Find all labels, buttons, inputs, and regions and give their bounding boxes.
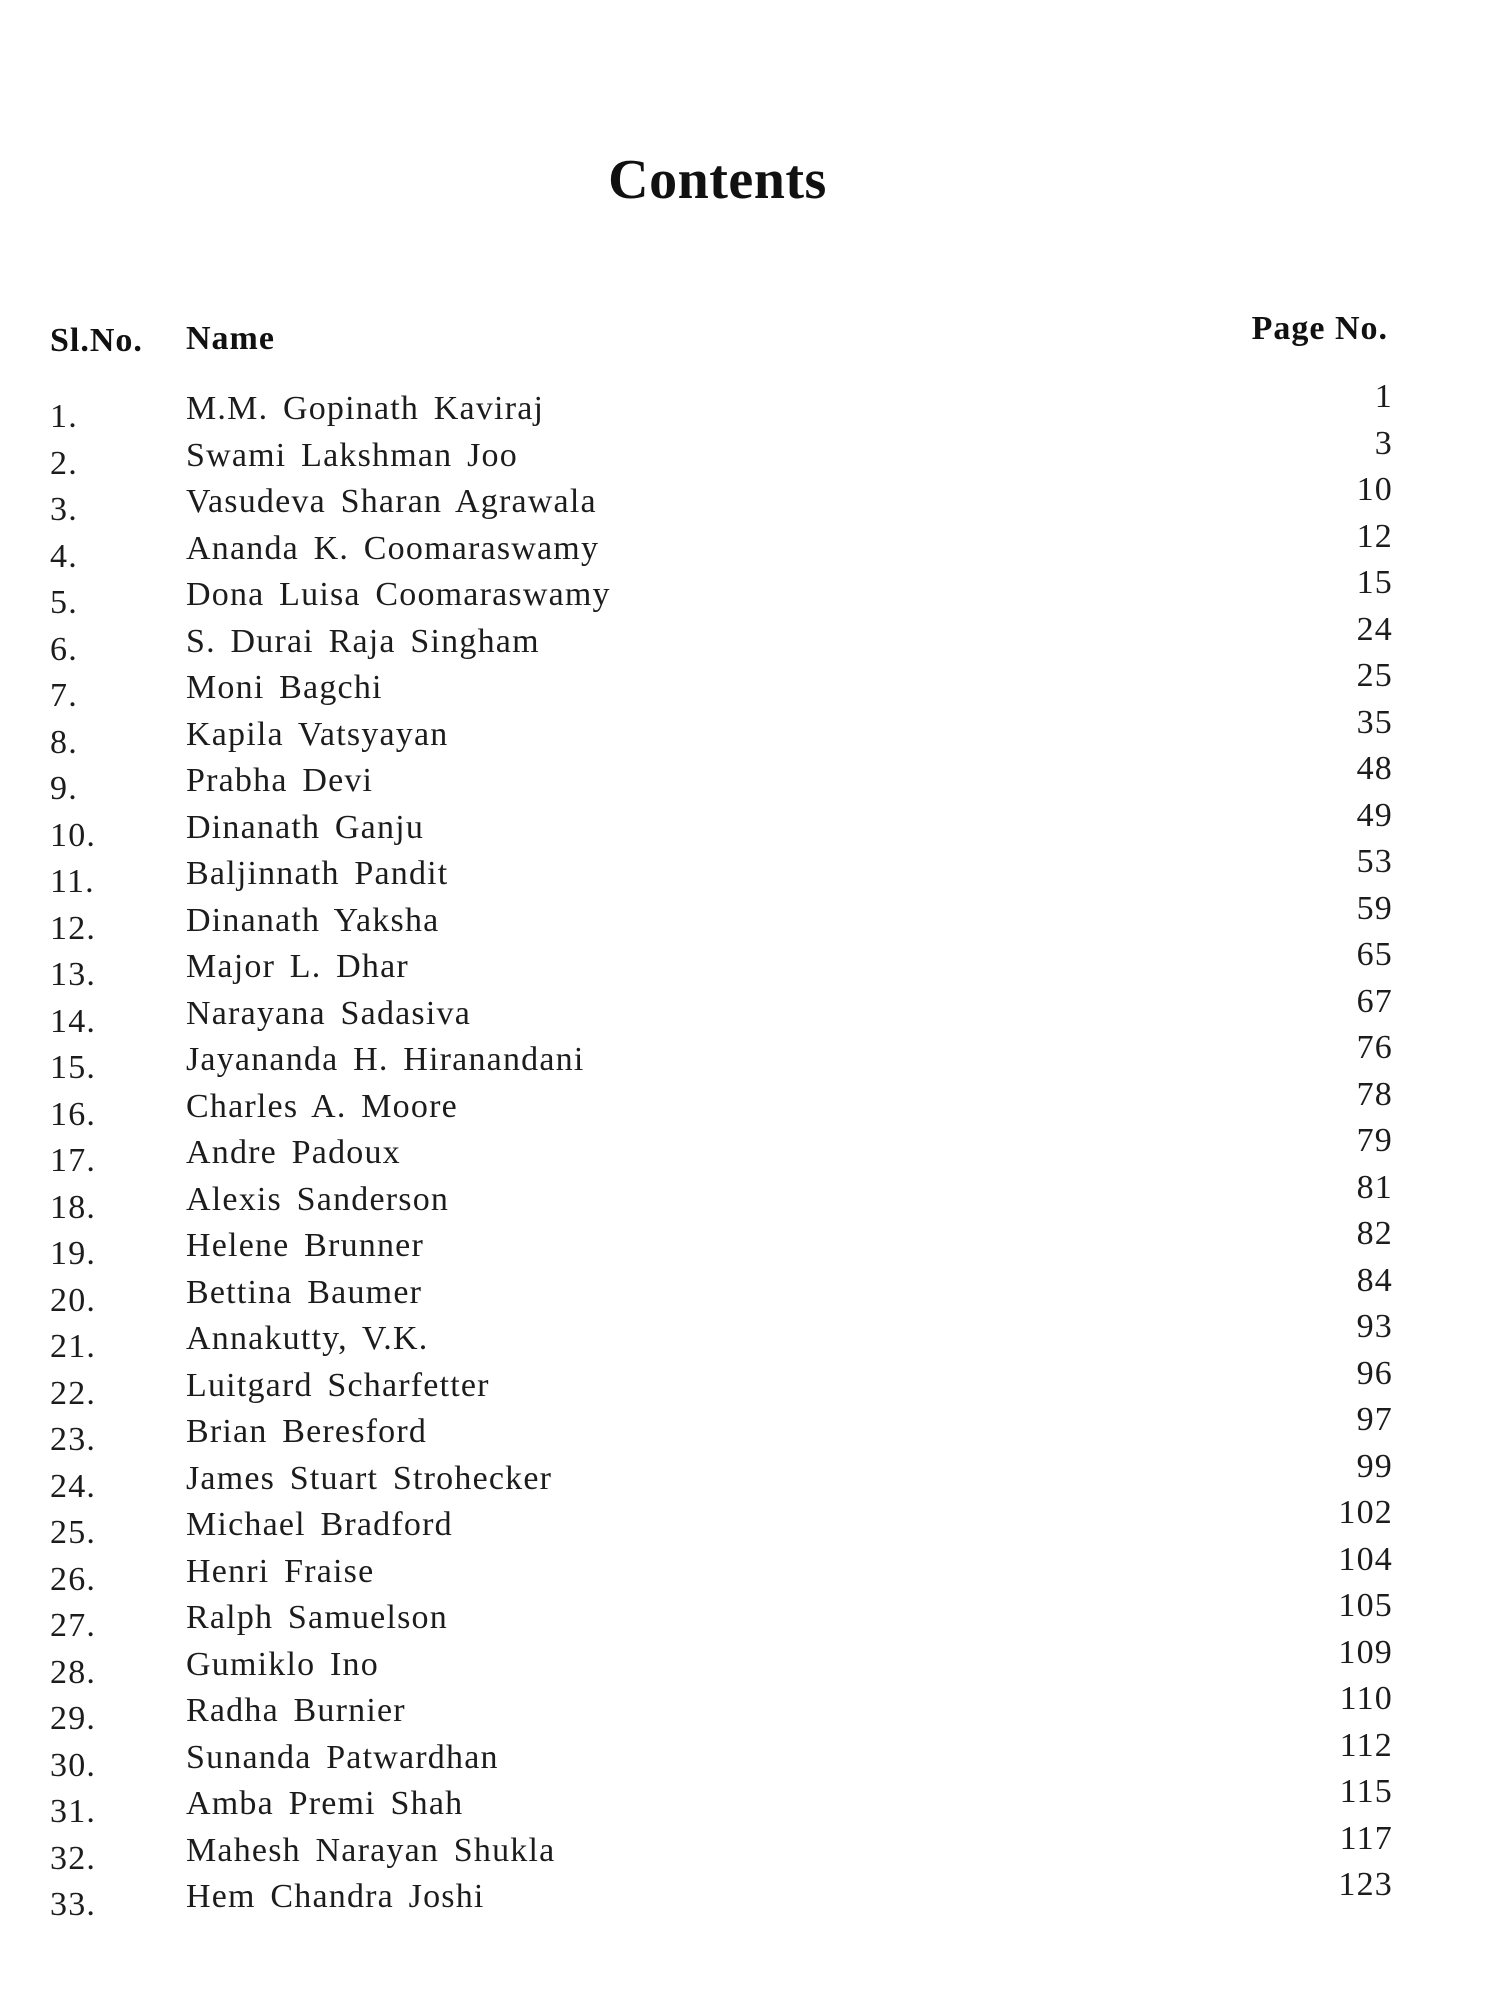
entry-page-number: 110 [1339, 1680, 1393, 1717]
contents-entry [0, 1354, 1500, 1414]
entry-name: James Stuart Strohecker [186, 1459, 553, 1497]
entry-serial-number: 33. [50, 1886, 97, 1923]
entry-name: Dinanath Ganju [186, 808, 425, 846]
entry-serial-number: 26. [50, 1560, 97, 1598]
entry-name: Major L. Dhar [186, 948, 409, 985]
entry-serial-number: 18. [50, 1188, 97, 1226]
entry-serial-number: 13. [50, 956, 97, 993]
entry-name: M.M. Gopinath Kaviraj [186, 390, 545, 427]
contents-entry [0, 1680, 1500, 1739]
entry-name: S. Durai Raja Singham [186, 622, 540, 660]
entry-page-number: 76 [1356, 1029, 1393, 1066]
entry-serial-number: 30. [50, 1746, 97, 1784]
entry-serial-number: 4. [50, 537, 78, 575]
entry-page-number: 109 [1338, 1633, 1393, 1671]
entry-page-number: 123 [1338, 1866, 1393, 1903]
entry-serial-number: 16. [50, 1095, 97, 1133]
entry-name: Luitgard Scharfetter [186, 1366, 490, 1404]
contents-entry [0, 703, 1500, 763]
entry-page-number: 84 [1356, 1261, 1393, 1299]
entry-name: Mahesh Narayan Shukla [186, 1831, 556, 1869]
entry-serial-number: 17. [50, 1142, 97, 1179]
entry-page-number: 115 [1339, 1773, 1393, 1810]
entry-name: Baljinnath Pandit [186, 855, 449, 892]
entry-serial-number: 22. [50, 1374, 97, 1412]
entry-name: Radha Burnier [186, 1692, 406, 1729]
entry-name: Dinanath Yaksha [186, 901, 440, 939]
entry-page-number: 81 [1356, 1168, 1393, 1206]
contents-entry [0, 1587, 1500, 1646]
entry-name: Brian Beresford [186, 1413, 428, 1450]
contents-entry [0, 517, 1500, 577]
entry-serial-number: 21. [50, 1328, 97, 1365]
entry-serial-number: 1. [50, 398, 78, 435]
entry-serial-number: 10. [50, 816, 97, 854]
entry-serial-number: 6. [50, 630, 78, 668]
contents-entry [0, 1633, 1500, 1693]
contents-entry [0, 1075, 1500, 1135]
entry-page-number: 15 [1356, 564, 1393, 601]
entry-page-number: 65 [1356, 936, 1393, 973]
entry-name: Ananda K. Coomaraswamy [186, 529, 600, 567]
entry-page-number: 102 [1338, 1494, 1393, 1531]
contents-entry [0, 1401, 1500, 1460]
entry-serial-number: 2. [50, 444, 78, 482]
contents-entry [0, 471, 1500, 530]
contents-entry [0, 889, 1500, 949]
entry-name: Jayananda H. Hiranandani [186, 1041, 585, 1078]
contents-entry [0, 1494, 1500, 1553]
entry-serial-number: 32. [50, 1839, 97, 1877]
entry-page-number: 96 [1356, 1354, 1393, 1392]
contents-entry [0, 657, 1500, 716]
entry-name: Swami Lakshman Joo [186, 436, 518, 474]
entry-name: Dona Luisa Coomaraswamy [186, 576, 611, 613]
entry-page-number: 79 [1356, 1122, 1393, 1159]
entry-name: Gumiklo Ino [186, 1645, 379, 1683]
contents-entry [0, 750, 1500, 809]
contents-entry [0, 1866, 1500, 1925]
entry-serial-number: 8. [50, 723, 78, 761]
contents-entry [0, 1122, 1500, 1181]
entry-page-number: 49 [1356, 796, 1393, 834]
contents-entry [0, 982, 1500, 1042]
entry-serial-number: 12. [50, 909, 97, 947]
entry-page-number: 3 [1374, 424, 1393, 462]
entry-page-number: 12 [1356, 517, 1393, 555]
column-header-name: Name [186, 320, 275, 357]
entry-name: Ralph Samuelson [186, 1599, 448, 1636]
entry-name: Narayana Sadasiva [186, 994, 471, 1032]
entry-serial-number: 3. [50, 491, 78, 528]
contents-entry [0, 1540, 1500, 1600]
contents-entry [0, 1215, 1500, 1274]
entry-page-number: 78 [1356, 1075, 1393, 1113]
entry-name: Helene Brunner [186, 1227, 424, 1264]
entry-serial-number: 24. [50, 1467, 97, 1505]
entry-page-number: 53 [1356, 843, 1393, 880]
entry-serial-number: 27. [50, 1607, 97, 1644]
entry-name: Hem Chandra Joshi [186, 1878, 485, 1915]
entry-page-number: 99 [1356, 1447, 1393, 1485]
entry-page-number: 104 [1338, 1540, 1393, 1578]
entry-serial-number: 20. [50, 1281, 97, 1319]
contents-entry [0, 1261, 1500, 1321]
contents-entry [0, 796, 1500, 856]
contents-entry [0, 936, 1500, 995]
entry-page-number: 35 [1356, 703, 1393, 741]
entry-name: Bettina Baumer [186, 1273, 423, 1311]
entry-page-number: 67 [1356, 982, 1393, 1020]
entry-name: Andre Padoux [186, 1134, 401, 1171]
entry-name: Annakutty, V.K. [186, 1320, 429, 1357]
entry-serial-number: 31. [50, 1793, 97, 1830]
entry-page-number: 105 [1338, 1587, 1393, 1624]
entry-serial-number: 29. [50, 1700, 97, 1737]
entry-name: Sunanda Patwardhan [186, 1738, 499, 1776]
entry-page-number: 10 [1356, 471, 1393, 508]
contents-entry [0, 378, 1500, 437]
entry-name: Michael Bradford [186, 1506, 453, 1543]
contents-entry [0, 610, 1500, 670]
entry-page-number: 112 [1339, 1726, 1393, 1764]
contents-entry [0, 1447, 1500, 1507]
contents-entry [0, 1308, 1500, 1367]
entry-serial-number: 14. [50, 1002, 97, 1040]
contents-entry [0, 424, 1500, 484]
entry-serial-number: 15. [50, 1049, 97, 1086]
contents-entry [0, 1029, 1500, 1088]
entry-page-number: 82 [1356, 1215, 1393, 1252]
entry-page-number: 59 [1356, 889, 1393, 927]
contents-entry [0, 1168, 1500, 1228]
entry-serial-number: 5. [50, 584, 78, 621]
entry-name: Prabha Devi [186, 762, 374, 799]
entry-serial-number: 28. [50, 1653, 97, 1691]
entry-name: Kapila Vatsyayan [186, 715, 449, 753]
entry-name: Amba Premi Shah [186, 1785, 464, 1822]
entry-serial-number: 9. [50, 770, 78, 807]
entry-serial-number: 7. [50, 677, 78, 714]
entry-serial-number: 23. [50, 1421, 97, 1458]
contents-entry [0, 1819, 1500, 1879]
entry-page-number: 25 [1356, 657, 1393, 694]
entry-page-number: 1 [1374, 378, 1393, 415]
contents-entry [0, 1773, 1500, 1832]
page-title: Contents [608, 149, 827, 211]
entry-name: Charles A. Moore [186, 1087, 458, 1125]
entry-name: Henri Fraise [186, 1552, 375, 1590]
entry-serial-number: 25. [50, 1514, 97, 1551]
entry-page-number: 117 [1339, 1819, 1393, 1857]
entry-page-number: 48 [1356, 750, 1393, 787]
column-header-sl-no: Sl.No. [50, 322, 143, 359]
entry-name: Moni Bagchi [186, 669, 383, 706]
entry-name: Vasudeva Sharan Agrawala [186, 483, 597, 520]
contents-entry [0, 843, 1500, 902]
column-header-page-no: Page No. [1251, 310, 1388, 347]
contents-list [0, 378, 1500, 1925]
entry-page-number: 93 [1356, 1308, 1393, 1345]
entry-name: Alexis Sanderson [186, 1180, 450, 1218]
entry-page-number: 24 [1356, 610, 1393, 648]
contents-entry [0, 564, 1500, 623]
entry-serial-number: 11. [50, 863, 95, 900]
contents-entry [0, 1726, 1500, 1786]
entry-serial-number: 19. [50, 1235, 97, 1272]
entry-page-number: 97 [1356, 1401, 1393, 1438]
